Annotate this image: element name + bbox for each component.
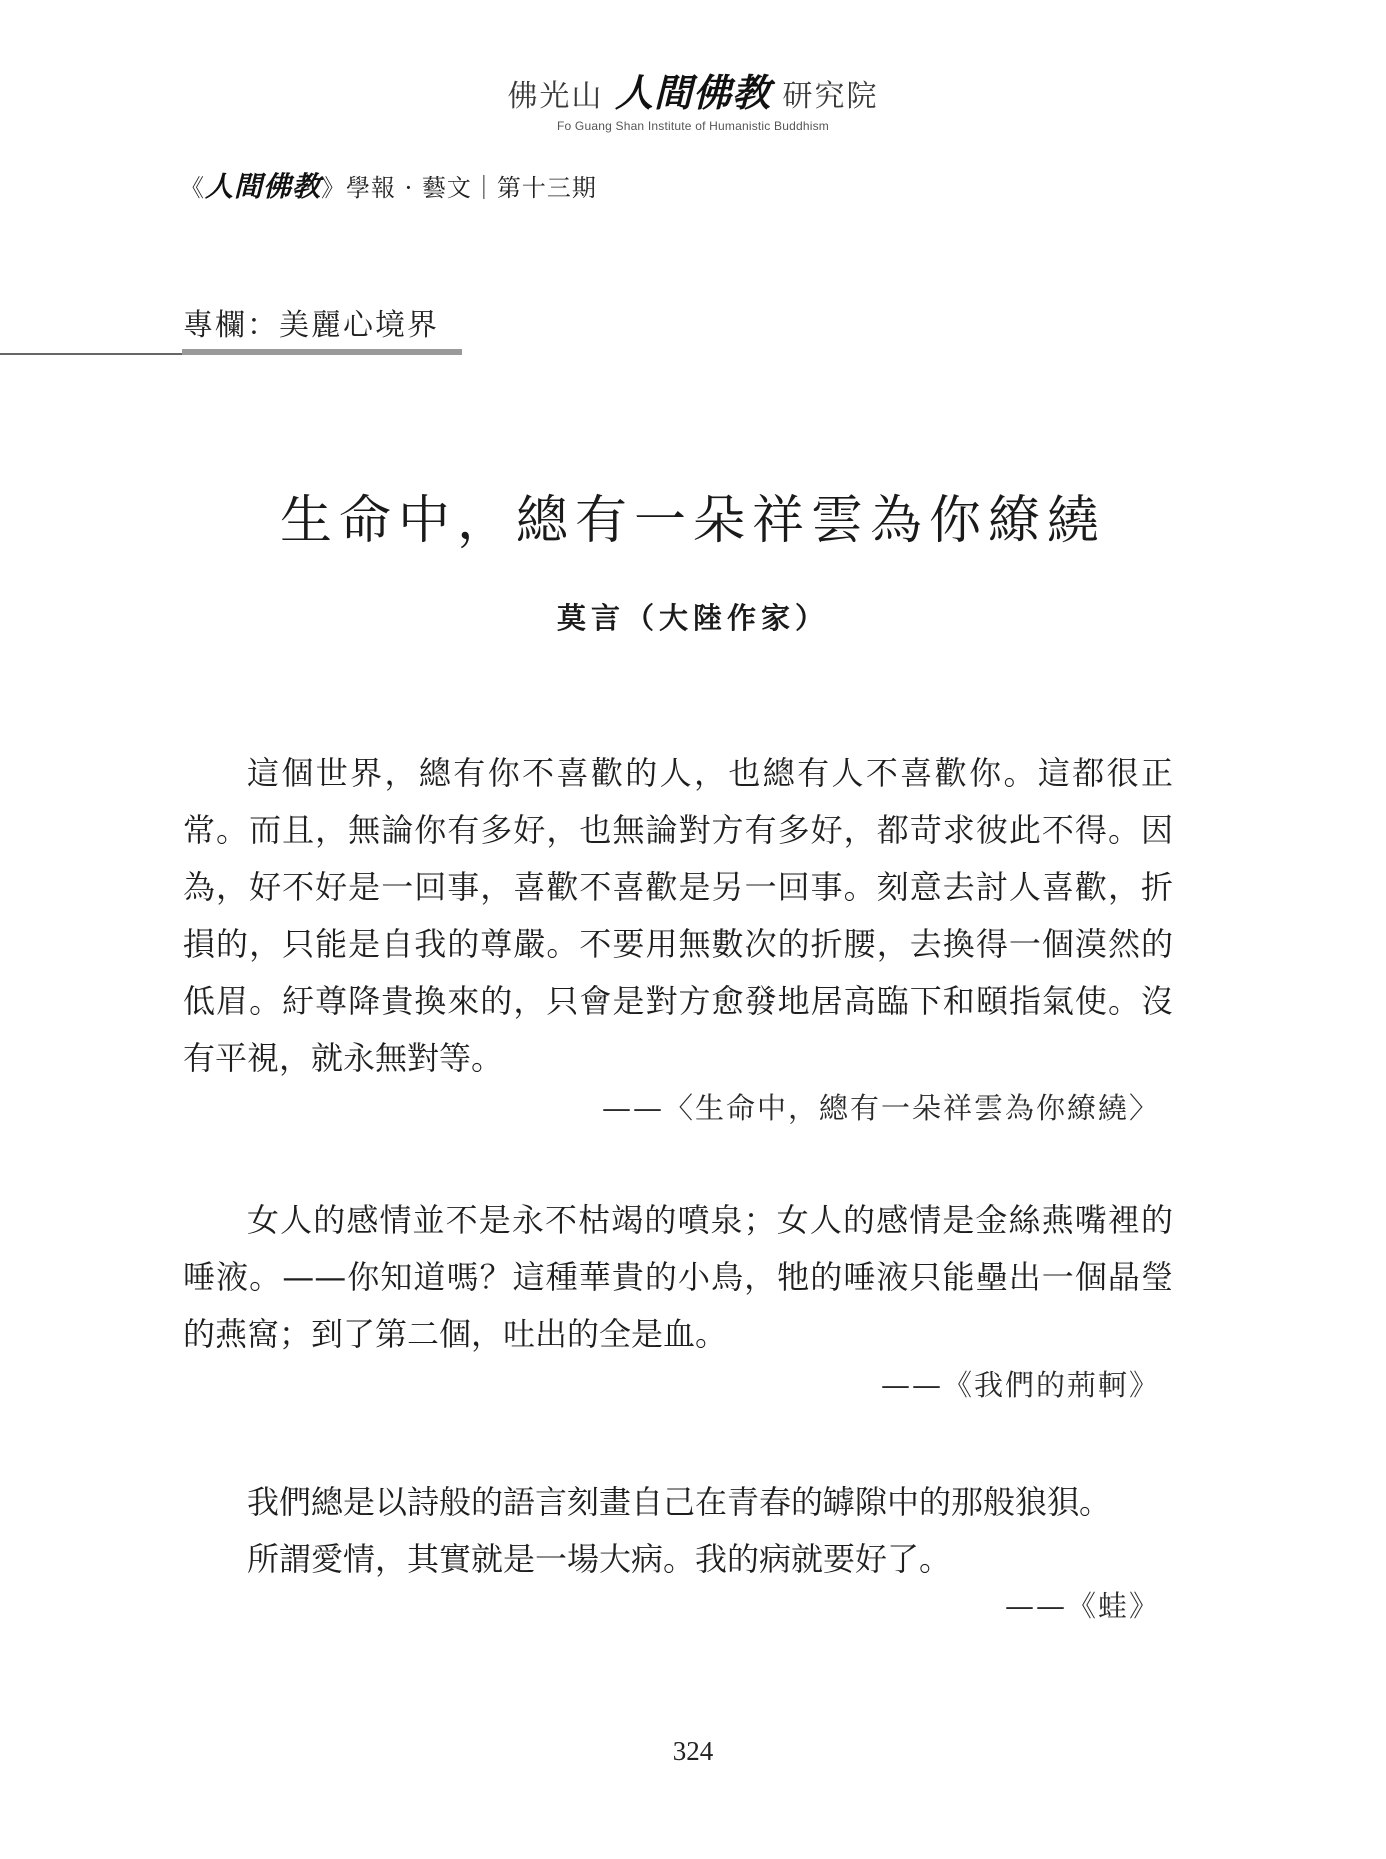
excerpt-source-2: ——《我們的荊軻》 (880, 1368, 1160, 1402)
journal-open-bracket: 《 (180, 174, 205, 202)
column-label: 專欄：美麗心境界 (183, 308, 439, 343)
institute-name (0, 62, 1386, 117)
institute-header (0, 62, 1386, 133)
excerpt-paragraph-3 (183, 1474, 1173, 1588)
excerpt-source-1: ——〈生命中，總有一朵祥雲為你繚繞〉 (601, 1091, 1160, 1125)
institute-prefix: 佛光山 (507, 79, 604, 114)
excerpt-3-line-1: 我們總是以詩般的語言刻畫自己在青春的罅隙中的那般狼狽。 (247, 1483, 1112, 1521)
journal-running-header (180, 165, 597, 205)
journal-issue-text: 》學報 · 藝文｜第十三期 (321, 174, 597, 202)
excerpt-3-line-2: 所謂愛情，其實就是一場大病。我的病就要好了。 (247, 1540, 952, 1578)
institute-english-name: Fo Guang Shan Institute of Humanistic Buddhism (556, 119, 829, 133)
article-title: 生命中，總有一朵祥雲為你繚繞 (279, 491, 1106, 551)
article-author: 莫言（大陸作家） (556, 601, 829, 635)
institute-brand-logotype: 人間佛教 (614, 71, 771, 115)
excerpt-source-3: ——《蛙》 (1004, 1589, 1160, 1623)
excerpt-paragraph-1: 這個世界，總有你不喜歡的人，也總有人不喜歡你。這都很正常。而且，無論你有多好，也無論對方有多好，都苛求彼此不得。因為，好不好是一回事，喜歡不喜歡是另一回事。刻意去討人喜歡，折損的，只能是自我的尊嚴。不要用無數次的折腰，去換得一個漠然的低眉。紆尊降貴換來的，只會是對方愈發地居高臨下和頤指氣使。沒有平視，就永無對等。 (183, 754, 1173, 1077)
excerpt-paragraph-2: 女人的感情並不是永不枯竭的噴泉；女人的感情是金絲燕嘴裡的唾液。——你知道嗎？這種華貴的小鳥，牠的唾液只能壘出一個晶瑩的燕窩；到了第二個，吐出的全是血。 (183, 1201, 1173, 1353)
journal-brand-logotype: 人間佛教 (205, 170, 322, 203)
institute-suffix: 研究院 (782, 79, 879, 114)
column-underline-bar (182, 349, 462, 355)
page-number: 324 (672, 1736, 714, 1766)
